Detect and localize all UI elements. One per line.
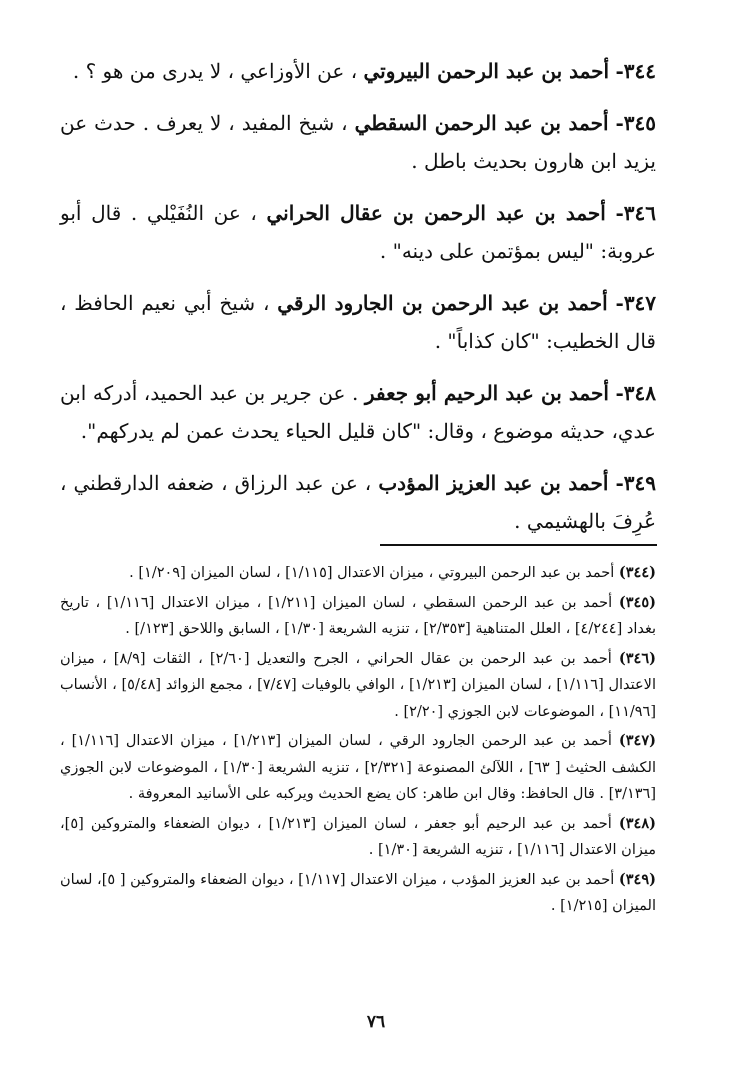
footnote-number: (٣٤٤) xyxy=(618,564,656,581)
entry-number: ٣٤٧- xyxy=(615,291,657,315)
footnote-number: (٣٤٥) xyxy=(618,593,656,611)
entry-345 xyxy=(60,104,656,180)
footnote-text: أحمد بن عبد الرحمن الجارود الرقي ، لسان الميزان [١/٢١٣] ، ميزان الاعتدال [١/١١٦] ، الكشف الحثيث [ ٦٣] ، اللآلئ المصنوعة [٢/٣٢١] ، تنزيه الشريعة [١/٣٠] ، الموضوعات لابن الجوزي [٣/١٣٦] . قال الحافظ: وقال ابن طاهر: كان يضع الحديث ويركبه على الأسانيد المعروفة . xyxy=(60,733,657,802)
footnote-number: (٣٤٧) xyxy=(618,732,656,749)
footnote-text: أحمد بن عبد الرحمن البيروتي ، ميزان الاعتدال [١/١١٥] ، لسان الميزان [١/٢٠٩] . xyxy=(129,565,615,581)
footnote-text: أحمد بن عبد الرحيم أبو جعفر ، لسان الميزان [١/٢١٣] ، ديوان الضعفاء والمتروكين [٥]، ميزان الاعتدال [١/١١٦] ، تنزيه الشريعة [١/٣٠] . xyxy=(60,815,656,858)
footnote-346 xyxy=(60,646,656,726)
footnote-number: (٣٤٩) xyxy=(618,870,656,888)
entry-344 xyxy=(60,52,656,90)
entry-text: ، عن عبد الرزاق ، ضعفه الدارقطني ، عُرِفَ بالهشيمي . xyxy=(60,471,656,533)
entry-text: . عن جرير بن عبد الحميد، أدركه ابن عدي، حديثه موضوع ، وقال: "كان قليل الحياء يحدث عمن لم يدركهم". xyxy=(60,381,656,443)
entry-347 xyxy=(60,284,656,360)
entry-name: أحمد بن عبد الرحيم أبو جعفر xyxy=(364,381,609,405)
footnote-345 xyxy=(60,590,656,643)
footnote-number: (٣٤٦) xyxy=(618,649,657,667)
footnote-text: أحمد بن عبد الرحمن بن عقال الحراني ، الجرح والتعديل [٢/٦٠] ، الثقات [٨/٩] ، ميزان الاعتدال [١/١١٦] ، لسان الميزان [١/٢١٣] ، الوافي بالوفيات [٧/٤٧] ، مجمع الزوائد [٥/٤٨] ، الأنساب [١١/٩٦] ، الموضوعات لابن الجوزي [٢/٢٠] . xyxy=(60,650,656,720)
entry-text: ، عن الأوزاعي ، لا يدرى من هو ؟ . xyxy=(72,59,358,83)
page-number: ٧٦ xyxy=(366,1012,386,1032)
entry-name: أحمد بن عبد الرحمن السقطي xyxy=(354,111,609,135)
footnote-344 xyxy=(60,560,656,587)
footnote-349 xyxy=(60,867,656,920)
footnote-divider xyxy=(380,544,657,546)
entry-346 xyxy=(60,194,656,270)
entry-number: ٣٤٩- xyxy=(615,471,657,495)
entry-text: ، عن النُفَيْلي . قال أبو عروبة: "ليس بمؤتمن على دينه" . xyxy=(60,201,656,263)
entry-name: أحمد بن عبد الرحمن بن الجارود الرقي xyxy=(277,291,608,315)
entry-348 xyxy=(60,374,656,450)
footnote-number: (٣٤٨) xyxy=(618,814,656,832)
entry-text: ، شيخ أبي نعيم الحافظ ، قال الخطيب: "كان كذاباً" . xyxy=(60,291,656,353)
footnotes xyxy=(60,560,656,923)
entry-number: ٣٤٥- xyxy=(615,111,657,135)
entry-text: ، شيخ المفيد ، لا يعرف . حدث عن يزيد ابن هارون بحديث باطل . xyxy=(60,111,656,173)
main-text xyxy=(60,52,656,554)
entry-number: ٣٤٨- xyxy=(615,381,656,405)
footnote-348 xyxy=(60,811,656,864)
entry-349 xyxy=(60,464,656,540)
entry-name: أحمد بن عبد الرحمن البيروتي xyxy=(363,59,610,83)
entry-name: أحمد بن عبد العزيز المؤدب xyxy=(378,471,609,495)
footnote-text: أحمد بن عبد الرحمن السقطي ، لسان الميزان [١/٢١١] ، ميزان الاعتدال [١/١١٦] ، تاريخ بغداد [٤/٢٤٤] ، العلل المتناهية [٢/٣٥٣] ، تنزيه الشريعة [١/٣٠] ، السابق واللاحق [١٢٣/] . xyxy=(60,594,656,637)
footnote-347 xyxy=(60,728,656,808)
entry-name: أحمد بن عبد الرحمن بن عقال الحراني xyxy=(266,201,606,225)
footnote-text: أحمد بن عبد العزيز المؤدب ، ميزان الاعتدال [١/١١٧] ، ديوان الضعفاء والمتروكين [ ٥]، لسان الميزان [١/٢١٥] . xyxy=(60,871,656,914)
entry-number: ٣٤٤- xyxy=(615,59,656,83)
entry-number: ٣٤٦- xyxy=(615,201,657,225)
